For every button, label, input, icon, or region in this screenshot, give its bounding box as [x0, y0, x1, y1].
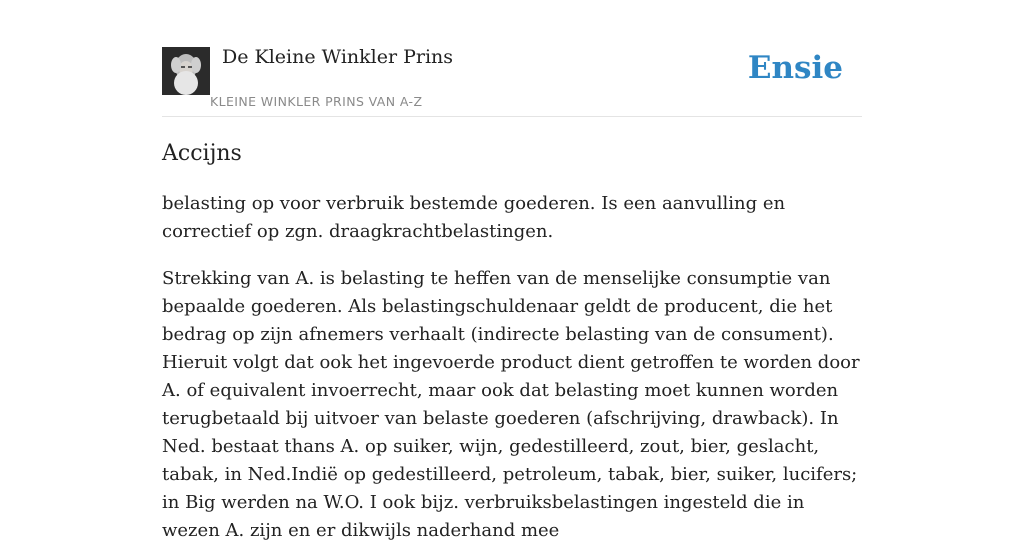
- article-title: Accijns: [162, 141, 242, 166]
- article-content: [162, 138, 862, 545]
- author-avatar[interactable]: [162, 47, 210, 95]
- article-paragraph-2: Strekking van A. is belasting te heffen van de menselijke consumptie van bepaalde goederen. Als belastingschuldenaar geldt de producent, die het bedrag op zijn afnemers verhaalt (indirecte belasting van de consument). Hieruit volgt dat ook het ingevoerde product dient getroffen te worden door A. of equivalent invoerrecht, maar ook dat belasting moet kunnen worden terugbetaald bij uitvoer van belaste goederen (afschrijving, drawback). In Ned. bestaat thans A. op suiker, wijn, gedestilleerd, zout, bier, geslacht, tabak, in Ned.Indië op gedestilleerd, petroleum, tabak, bier, suiker, lucifers; in Big werden na W.O. I ook bijz. verbruiksbelastingen ingesteld die in wezen A. zijn en er dikwijls naderhand mee: [162, 268, 860, 541]
- portrait-image: [162, 47, 210, 95]
- source-title-link[interactable]: De Kleine Winkler Prins: [222, 46, 454, 68]
- page-header: [162, 0, 862, 117]
- source-subtitle: KLEINE WINKLER PRINS VAN A-Z: [210, 94, 423, 109]
- ensie-logo-link[interactable]: Ensie: [747, 50, 843, 86]
- article-paragraph-1: belasting op voor verbruik bestemde goederen. Is een aanvulling en correctief op zgn. draagkrachtbelastingen.: [162, 193, 786, 242]
